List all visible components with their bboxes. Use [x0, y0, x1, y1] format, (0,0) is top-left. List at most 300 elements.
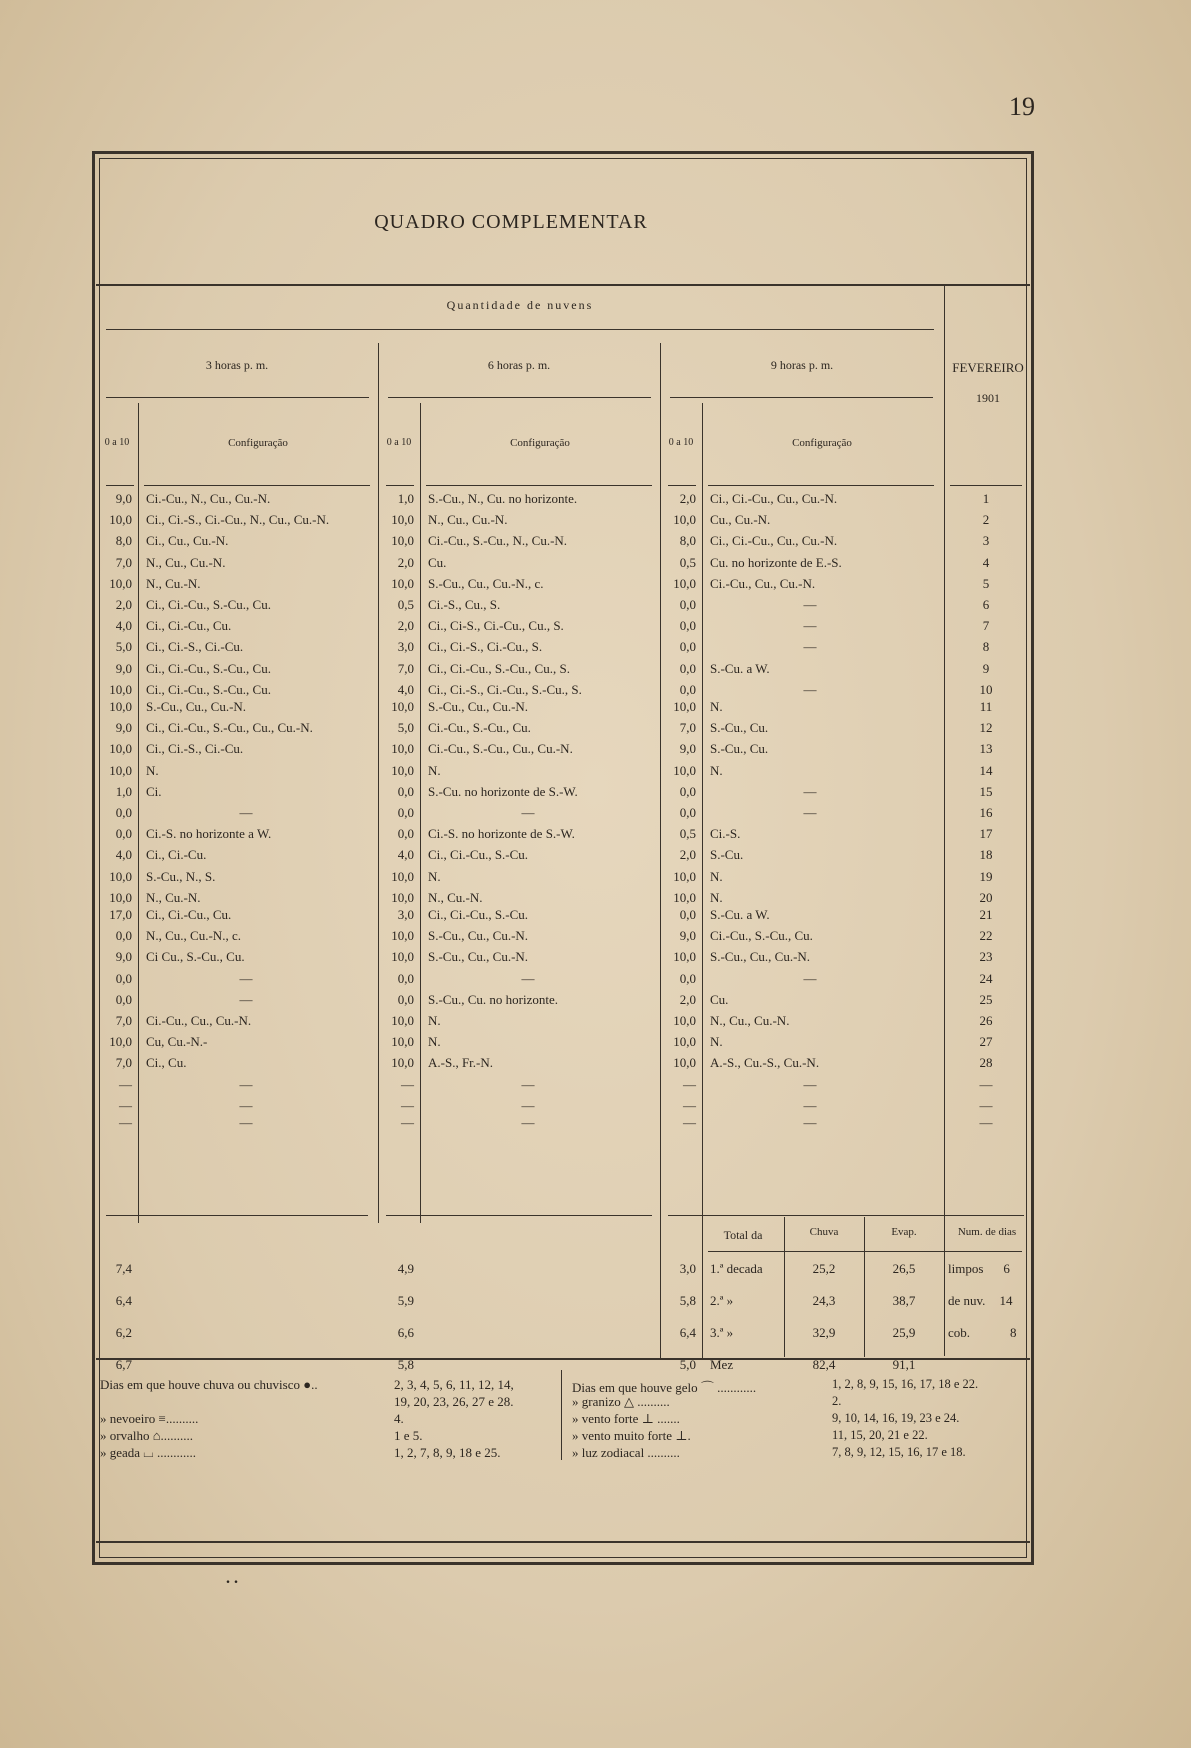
- day-number: 16: [979, 805, 993, 820]
- cloud-amount-3pm: 10,0: [109, 512, 132, 528]
- cloud-amount-6pm: 2,0: [397, 554, 414, 570]
- cloud-amount-6pm: 10,0: [391, 575, 414, 591]
- cloud-amount-3pm: 10,0: [109, 1034, 132, 1050]
- cloud-config-6pm: —: [521, 805, 535, 820]
- cloud-config-6pm: A.-S., Fr.-N.: [428, 1055, 494, 1071]
- table-row: [96, 512, 1030, 533]
- cloud-amount-6pm: 10,0: [391, 889, 414, 905]
- cloud-amount-3pm: —: [119, 1097, 132, 1113]
- cloud-config-6pm: Ci., Ci.-Cu., S.-Cu.: [428, 907, 529, 922]
- table-row: [96, 639, 1030, 660]
- page-title: QUADRO COMPLEMENTAR: [374, 211, 648, 233]
- cloud-config-3pm: Ci., Ci.-Cu., Cu.: [146, 618, 232, 634]
- cloud-config-3pm: Ci., Ci.-Cu., S.-Cu., Cu., Cu.-N.: [146, 720, 313, 736]
- cloud-amount-6pm: 10,0: [391, 1034, 414, 1050]
- cloud-amount-9pm: 10,0: [673, 512, 696, 528]
- cloud-amount-3pm: —: [119, 1115, 132, 1130]
- cloud-config-3pm: S.-Cu., Cu., Cu.-N.: [146, 699, 247, 714]
- table-row: [96, 555, 1030, 576]
- col-scale-header-2: 0 a 10: [386, 437, 412, 448]
- cloud-amount-3pm: 7,0: [115, 1013, 132, 1028]
- cloud-amount-6pm: 0,5: [397, 597, 414, 612]
- table-row: [96, 784, 1030, 805]
- footer-left-label: Dias em que houve chuva ou chuvisco ●..: [100, 1377, 318, 1392]
- summary-days-header: Num. de dias: [957, 1226, 1017, 1238]
- summary-evap-value: 91,1: [892, 1357, 916, 1372]
- cloud-config-9pm: S.-Cu., Cu.: [710, 720, 769, 736]
- cloud-config-9pm: S.-Cu. a W.: [710, 660, 770, 676]
- cloud-amount-9pm: —: [683, 1076, 696, 1092]
- cloud-amount-6pm: 10,0: [391, 699, 414, 714]
- cloud-amount-6pm: 3,0: [397, 639, 414, 655]
- day-number: 25: [979, 991, 993, 1007]
- summary-period-label: Mez: [710, 1357, 734, 1372]
- footer-right-value: 7, 8, 9, 12, 15, 16, 17 e 18.: [832, 1445, 966, 1459]
- cloud-amount-3pm: 8,0: [115, 533, 132, 549]
- footer-left-value: 4.: [394, 1411, 404, 1426]
- cloud-config-6pm: N.: [428, 762, 441, 778]
- col-scale-header-3: 0 a 10: [668, 437, 694, 448]
- cloud-config-9pm: Cu., Cu.-N.: [710, 512, 771, 528]
- footer-right-value: 2.: [832, 1394, 842, 1408]
- table-content: [96, 155, 1030, 1561]
- day-number: 24: [979, 970, 993, 986]
- cloud-config-9pm: —: [803, 618, 817, 634]
- cloud-amount-9pm: 0,0: [679, 639, 696, 655]
- cloud-amount-9pm: —: [683, 1115, 696, 1130]
- col-scale-header-1: 0 a 10: [104, 437, 130, 448]
- cloud-amount-6pm: 0,0: [397, 826, 414, 842]
- cloud-config-3pm: Ci., Cu., Cu.-N.: [146, 533, 229, 549]
- cloud-amount-3pm: —: [119, 1076, 132, 1092]
- cloud-config-9pm: N.: [710, 699, 723, 714]
- table-row: [96, 533, 1030, 554]
- page-number: 19: [1009, 92, 1035, 121]
- cloud-amount-3pm: 2,0: [115, 597, 132, 612]
- year-label: 1901: [976, 391, 1000, 405]
- cloud-amount-3pm: 10,0: [109, 889, 132, 905]
- cloud-amount-3pm: 4,0: [115, 618, 132, 634]
- summary-rain-value: 24,3: [812, 1293, 836, 1308]
- summary-mean-9pm: 5,0: [679, 1357, 696, 1372]
- cloud-config-3pm: Ci., Cu.: [146, 1055, 187, 1071]
- summary-evap-value: 26,5: [892, 1261, 916, 1276]
- day-number: 5: [982, 575, 990, 591]
- cloud-config-3pm: S.-Cu., N., S.: [146, 868, 216, 884]
- day-number: 13: [979, 741, 993, 757]
- cloud-config-9pm: N.: [710, 868, 723, 884]
- cloud-amount-3pm: 7,0: [115, 554, 132, 570]
- day-number: 14: [979, 762, 993, 778]
- cloud-config-3pm: Ci., Ci.-S., Ci.-Cu., N., Cu., Cu.-N.: [146, 512, 330, 528]
- footer-right-label: » vento muito forte ⊥.: [572, 1428, 691, 1443]
- cloud-amount-3pm: 9,0: [115, 949, 132, 965]
- footer-left-value: 1 e 5.: [394, 1428, 423, 1443]
- cloud-amount-9pm: 10,0: [673, 1034, 696, 1050]
- table-row: [96, 699, 1030, 720]
- cloud-config-6pm: S.-Cu., Cu., Cu.-N., c.: [428, 575, 544, 591]
- cloud-config-3pm: —: [239, 970, 253, 986]
- cloud-amount-9pm: 10,0: [673, 762, 696, 778]
- cloud-config-3pm: Ci.-Cu., N., Cu., Cu.-N.: [146, 491, 271, 506]
- cloud-amount-6pm: —: [401, 1097, 414, 1113]
- col-config-header-2: Configuração: [510, 437, 570, 449]
- cloud-amount-9pm: 0,0: [679, 783, 696, 799]
- cloud-amount-6pm: 3,0: [397, 907, 414, 922]
- cloud-amount-3pm: 4,0: [115, 847, 132, 863]
- cloud-config-9pm: Ci.-Cu., S.-Cu., Cu.: [710, 928, 813, 944]
- days-cloudy-label: de nuv. 14: [948, 1293, 1013, 1308]
- cloud-config-9pm: N.: [710, 1034, 723, 1050]
- cloud-config-6pm: N.: [428, 1034, 441, 1050]
- cloud-config-3pm: N., Cu., Cu.-N.: [146, 554, 226, 570]
- cloud-config-3pm: Ci., Ci.-Cu., Cu.: [146, 907, 232, 922]
- cloud-config-3pm: Ci.: [146, 783, 162, 799]
- summary-mean-3pm: 6,2: [115, 1325, 132, 1340]
- cloud-amount-9pm: 9,0: [679, 741, 696, 757]
- bottom-mark: . .: [226, 1570, 238, 1587]
- table-row: [96, 597, 1030, 618]
- cloud-amount-9pm: 10,0: [673, 868, 696, 884]
- days-clear-label: limpos 6: [948, 1261, 1010, 1276]
- day-number: 15: [979, 783, 993, 799]
- summary-mean-6pm: 6,6: [397, 1325, 414, 1340]
- cloud-config-6pm: Ci.-Cu., S.-Cu., Cu., Cu.-N.: [428, 741, 573, 757]
- table-row: [96, 971, 1030, 992]
- cloud-config-9pm: —: [803, 1115, 817, 1130]
- cloud-amount-6pm: 4,0: [397, 847, 414, 863]
- cloud-amount-3pm: 0,0: [115, 805, 132, 820]
- day-number: 3: [982, 533, 990, 549]
- cloud-amount-9pm: 0,0: [679, 618, 696, 634]
- cloud-config-9pm: A.-S., Cu.-S., Cu.-N.: [710, 1055, 820, 1071]
- cloud-config-3pm: Ci.-Cu., Cu., Cu.-N.: [146, 1013, 252, 1028]
- cloud-amount-3pm: 7,0: [115, 1055, 132, 1071]
- cloud-amount-9pm: 0,0: [679, 660, 696, 676]
- footer-right-label: » vento forte ⊥ .......: [572, 1411, 680, 1426]
- cloud-config-9pm: —: [803, 1097, 817, 1113]
- cloud-config-3pm: —: [239, 805, 253, 820]
- cloud-config-3pm: Ci.-S. no horizonte a W.: [146, 826, 272, 842]
- cloud-amount-6pm: 10,0: [391, 928, 414, 944]
- table-row: [96, 1013, 1030, 1034]
- summary-mean-9pm: 3,0: [679, 1261, 696, 1276]
- cloud-amount-9pm: 10,0: [673, 889, 696, 905]
- cloud-config-6pm: —: [521, 1076, 535, 1092]
- cloud-amount-6pm: 0,0: [397, 805, 414, 820]
- day-number: 4: [982, 554, 990, 570]
- cloud-amount-6pm: 2,0: [397, 618, 414, 634]
- cloud-amount-9pm: 0,0: [679, 597, 696, 612]
- day-number: 21: [979, 907, 993, 922]
- table-row: [96, 741, 1030, 762]
- table-row: [96, 491, 1030, 512]
- footer-left-label: » geada ⌴ ............: [100, 1445, 196, 1460]
- cloud-amount-6pm: 1,0: [397, 491, 414, 506]
- cloud-config-3pm: Ci., Ci.-Cu., S.-Cu., Cu.: [146, 660, 271, 676]
- day-number: 17: [979, 826, 993, 842]
- cloud-amount-9pm: 2,0: [679, 491, 696, 506]
- cloud-config-9pm: N.: [710, 889, 723, 905]
- cloud-config-6pm: N.: [428, 868, 441, 884]
- summary-evap-value: 38,7: [892, 1293, 916, 1308]
- cloud-config-6pm: —: [521, 1097, 535, 1113]
- table-row: [96, 928, 1030, 949]
- cloud-amount-6pm: 0,0: [397, 991, 414, 1007]
- footer-right-value: 1, 2, 8, 9, 15, 16, 17, 18 e 22.: [832, 1377, 979, 1391]
- cloud-config-9pm: S.-Cu., Cu.: [710, 741, 769, 757]
- table-row: [96, 618, 1030, 639]
- day-number: 22: [979, 928, 993, 944]
- cloud-amount-3pm: 10,0: [109, 762, 132, 778]
- day-number: 18: [979, 847, 993, 863]
- table-row: [96, 949, 1030, 970]
- cloud-amount-9pm: 10,0: [673, 1013, 696, 1028]
- cloud-config-9pm: S.-Cu.: [710, 847, 744, 863]
- table-row: [96, 826, 1030, 847]
- summary-evap-header: Evap.: [891, 1226, 917, 1238]
- cloud-amount-6pm: 10,0: [391, 762, 414, 778]
- day-number: —: [979, 1076, 993, 1092]
- cloud-amount-6pm: 0,0: [397, 970, 414, 986]
- cloud-config-6pm: Ci., Ci-S., Ci.-Cu., Cu., S.: [428, 618, 564, 634]
- table-row: [96, 907, 1030, 928]
- cloud-config-6pm: S.-Cu., Cu., Cu.-N.: [428, 949, 529, 965]
- cloud-config-9pm: —: [803, 783, 817, 799]
- table-row: [96, 763, 1030, 784]
- table-row: [96, 720, 1030, 741]
- day-number: 12: [979, 720, 993, 736]
- cloud-amount-9pm: 10,0: [673, 949, 696, 965]
- cloud-config-3pm: Ci., Ci.-Cu., S.-Cu., Cu.: [146, 681, 271, 697]
- day-number: 7: [982, 618, 990, 634]
- cloud-config-3pm: —: [239, 991, 253, 1007]
- table-row: [96, 869, 1030, 890]
- summary-rain-value: 32,9: [812, 1325, 836, 1340]
- footer-right-label: » granizo △ ..........: [572, 1394, 670, 1409]
- day-number: 20: [979, 889, 993, 905]
- summary-period-label: 3.ª »: [710, 1325, 734, 1340]
- footer-left-value: 1, 2, 7, 8, 9, 18 e 25.: [394, 1445, 501, 1460]
- cloud-config-6pm: Ci.-S., Cu., S.: [428, 597, 501, 612]
- cloud-amount-3pm: 10,0: [109, 699, 132, 714]
- summary-total-header: Total da: [723, 1228, 763, 1242]
- cloud-config-3pm: N., Cu.-N.: [146, 575, 201, 591]
- cloud-config-9pm: —: [803, 970, 817, 986]
- cloud-amount-3pm: 9,0: [115, 660, 132, 676]
- month-label: FEVEREIRO: [952, 360, 1024, 375]
- cloud-config-9pm: Cu. no horizonte de E.-S.: [710, 554, 842, 570]
- cloud-config-6pm: —: [521, 970, 535, 986]
- cloud-amount-9pm: 9,0: [679, 928, 696, 944]
- cloud-amount-3pm: 10,0: [109, 681, 132, 697]
- table-row: [96, 992, 1030, 1013]
- col-config-header-1: Configuração: [228, 437, 288, 449]
- cloud-amount-6pm: 10,0: [391, 512, 414, 528]
- cloud-amount-3pm: 0,0: [115, 826, 132, 842]
- footer-right-label: Dias em que houve gelo ⌒ ............: [572, 1380, 757, 1395]
- cloud-amount-6pm: 10,0: [391, 949, 414, 965]
- cloud-amount-3pm: 5,0: [115, 639, 132, 655]
- day-number: —: [979, 1097, 993, 1113]
- cloud-amount-3pm: 10,0: [109, 868, 132, 884]
- cloud-config-6pm: S.-Cu., Cu., Cu.-N.: [428, 928, 529, 944]
- day-number: 10: [979, 681, 993, 697]
- cloud-config-6pm: S.-Cu. no horizonte de S.-W.: [428, 783, 578, 799]
- cloud-config-9pm: —: [803, 1076, 817, 1092]
- section-header: Quantidade de nuvens: [446, 298, 594, 312]
- table-row: [96, 1115, 1030, 1136]
- cloud-config-6pm: Ci., Ci.-S., Ci.-Cu., S.-Cu., S.: [428, 681, 582, 697]
- footer-left-label: » orvalho ⌂..........: [100, 1428, 194, 1443]
- footer-left-value: 19, 20, 23, 26, 27 e 28.: [394, 1394, 514, 1409]
- footer-right-value: 11, 15, 20, 21 e 22.: [832, 1428, 928, 1442]
- summary-mean-6pm: 5,9: [397, 1293, 414, 1308]
- cloud-config-6pm: S.-Cu., Cu., Cu.-N.: [428, 699, 529, 714]
- cloud-config-9pm: S.-Cu., Cu., Cu.-N.: [710, 949, 811, 965]
- cloud-amount-9pm: 10,0: [673, 699, 696, 714]
- cloud-config-9pm: Ci.-Cu., Cu., Cu.-N.: [710, 575, 816, 591]
- cloud-config-3pm: —: [239, 1115, 253, 1130]
- cloud-amount-6pm: 5,0: [397, 720, 414, 736]
- cloud-amount-9pm: 8,0: [679, 533, 696, 549]
- day-number: 9: [982, 660, 990, 676]
- cloud-amount-6pm: 7,0: [397, 660, 414, 676]
- cloud-config-3pm: —: [239, 1097, 253, 1113]
- cloud-config-3pm: N.: [146, 762, 159, 778]
- table-row: [96, 576, 1030, 597]
- cloud-config-9pm: N., Cu., Cu.-N.: [710, 1013, 790, 1028]
- cloud-config-6pm: N., Cu.-N.: [428, 889, 483, 905]
- summary-mean-9pm: 5,8: [679, 1293, 696, 1308]
- cloud-amount-9pm: 10,0: [673, 575, 696, 591]
- cloud-amount-3pm: 9,0: [115, 491, 132, 506]
- cloud-amount-6pm: 10,0: [391, 868, 414, 884]
- cloud-amount-9pm: 10,0: [673, 1055, 696, 1071]
- table-row: [96, 847, 1030, 868]
- cloud-config-9pm: —: [803, 681, 817, 697]
- footer-left-value: 2, 3, 4, 5, 6, 11, 12, 14,: [394, 1377, 514, 1392]
- col-config-header-3: Configuração: [792, 437, 852, 449]
- cloud-config-9pm: Cu.: [710, 991, 729, 1007]
- cloud-amount-9pm: 0,5: [679, 554, 696, 570]
- cloud-config-9pm: —: [803, 639, 817, 655]
- cloud-config-3pm: Ci Cu., S.-Cu., Cu.: [146, 949, 245, 965]
- day-number: 28: [979, 1055, 993, 1071]
- cloud-config-6pm: Ci.-Cu., S.-Cu., Cu.: [428, 720, 531, 736]
- cloud-config-3pm: —: [239, 1076, 253, 1092]
- cloud-amount-6pm: 4,0: [397, 681, 414, 697]
- cloud-config-3pm: Cu, Cu.-N.-: [146, 1034, 208, 1050]
- cloud-config-6pm: Ci.-Cu., S.-Cu., N., Cu.-N.: [428, 533, 568, 549]
- summary-rain-value: 82,4: [812, 1357, 836, 1372]
- cloud-config-3pm: Ci., Ci.-Cu.: [146, 847, 207, 863]
- cloud-config-9pm: Ci., Ci.-Cu., Cu., Cu.-N.: [710, 491, 838, 506]
- day-number: 11: [979, 699, 993, 714]
- footer-right-label: » luz zodiacal ..........: [572, 1445, 680, 1460]
- cloud-config-9pm: Ci.-S.: [710, 826, 741, 842]
- cloud-amount-3pm: 10,0: [109, 741, 132, 757]
- cloud-config-9pm: Ci., Ci.-Cu., Cu., Cu.-N.: [710, 533, 838, 549]
- cloud-amount-9pm: 0,5: [679, 826, 696, 842]
- cloud-config-6pm: N.: [428, 1013, 441, 1028]
- cloud-amount-3pm: 17,0: [109, 907, 132, 922]
- summary-mean-9pm: 6,4: [679, 1325, 696, 1340]
- cloud-amount-9pm: 0,0: [679, 970, 696, 986]
- cloud-config-6pm: Ci., Ci.-Cu., S.-Cu., Cu., S.: [428, 660, 570, 676]
- table-row: [96, 1077, 1030, 1098]
- footer-left-label: » nevoeiro ≡..........: [100, 1411, 199, 1426]
- day-number: 19: [979, 868, 993, 884]
- cloud-config-3pm: Ci., Ci.-Cu., S.-Cu., Cu.: [146, 597, 271, 612]
- cloud-config-3pm: Ci., Ci.-S., Ci.-Cu.: [146, 639, 244, 655]
- day-number: 6: [982, 597, 990, 612]
- cloud-amount-9pm: 2,0: [679, 991, 696, 1007]
- cloud-amount-6pm: 10,0: [391, 1055, 414, 1071]
- cloud-amount-6pm: —: [401, 1115, 414, 1130]
- cloud-amount-9pm: 0,0: [679, 805, 696, 820]
- cloud-amount-9pm: —: [683, 1097, 696, 1113]
- summary-mean-3pm: 6,7: [115, 1357, 132, 1372]
- cloud-config-6pm: S.-Cu., Cu. no horizonte.: [428, 991, 558, 1007]
- days-overcast-label: cob. 8: [948, 1325, 1017, 1340]
- cloud-config-6pm: Ci.-S. no horizonte de S.-W.: [428, 826, 575, 842]
- cloud-amount-3pm: 0,0: [115, 970, 132, 986]
- cloud-amount-3pm: 1,0: [115, 783, 132, 799]
- day-number: 1: [982, 491, 990, 506]
- cloud-amount-9pm: 7,0: [679, 720, 696, 736]
- cloud-amount-9pm: 2,0: [679, 847, 696, 863]
- cloud-amount-6pm: 10,0: [391, 1013, 414, 1028]
- summary-mean-6pm: 5,8: [397, 1357, 414, 1372]
- cloud-amount-9pm: 0,0: [679, 681, 696, 697]
- cloud-config-6pm: Cu.: [428, 554, 447, 570]
- day-number: 23: [979, 949, 993, 965]
- summary-mean-3pm: 7,4: [115, 1261, 132, 1276]
- cloud-config-9pm: S.-Cu. a W.: [710, 907, 770, 922]
- period-header-6pm: 6 horas p. m.: [487, 358, 551, 372]
- summary-period-label: 1.ª decada: [710, 1261, 763, 1276]
- cloud-amount-6pm: —: [401, 1076, 414, 1092]
- cloud-amount-6pm: 0,0: [397, 783, 414, 799]
- cloud-config-6pm: N., Cu., Cu.-N.: [428, 512, 508, 528]
- cloud-amount-3pm: 10,0: [109, 575, 132, 591]
- table-row: [96, 1055, 1030, 1076]
- cloud-amount-3pm: 0,0: [115, 928, 132, 944]
- cloud-amount-9pm: 0,0: [679, 907, 696, 922]
- cloud-amount-3pm: 9,0: [115, 720, 132, 736]
- cloud-config-6pm: Ci., Ci.-Cu., S.-Cu.: [428, 847, 529, 863]
- summary-rain-value: 25,2: [812, 1261, 836, 1276]
- table-row: [96, 1034, 1030, 1055]
- day-number: 27: [979, 1034, 993, 1050]
- cloud-config-3pm: Ci., Ci.-S., Ci.-Cu.: [146, 741, 244, 757]
- period-header-9pm: 9 horas p. m.: [770, 358, 834, 372]
- cloud-amount-6pm: 10,0: [391, 741, 414, 757]
- day-number: 26: [979, 1013, 993, 1028]
- cloud-config-9pm: —: [803, 805, 817, 820]
- summary-evap-value: 25,9: [892, 1325, 916, 1340]
- cloud-config-6pm: —: [521, 1115, 535, 1130]
- summary-mean-3pm: 6,4: [115, 1293, 132, 1308]
- cloud-amount-6pm: 10,0: [391, 533, 414, 549]
- day-number: 2: [982, 512, 990, 528]
- period-header-3pm: 3 horas p. m.: [205, 358, 269, 372]
- cloud-config-3pm: N., Cu., Cu.-N., c.: [146, 928, 241, 944]
- cloud-amount-3pm: 0,0: [115, 991, 132, 1007]
- day-number: 8: [982, 639, 990, 655]
- footer-right-value: 9, 10, 14, 16, 19, 23 e 24.: [832, 1411, 960, 1425]
